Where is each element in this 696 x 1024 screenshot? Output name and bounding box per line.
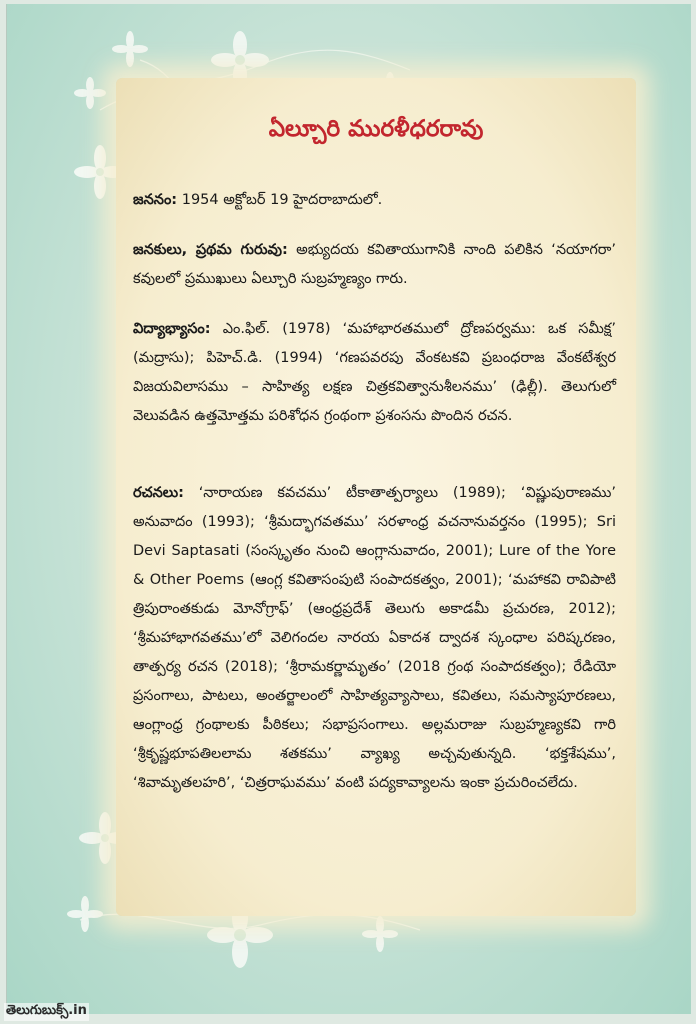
- works-text: ‘నారాయణ కవచము’ టీకాతాత్పర్యాలు (1989); ‘విష్ణుపురాణము’ అనువాదం (1993); ‘శ్రీమద్భాగవతము’ సరళాంధ్ర వచనానువర్తనం (1995); Sri Devi Saptasati (సంస్కృతం నుంచి ఆంగ్లానువాదం, 2001); Lure of the Yore & Other Poems (ఆంగ్ల కవితాసంపుటి సంపాదకత్వం, 2001); ‘మహాకవి రావిపాటి త్రిపురాంతకుడు మోనోగ్రాఫ్’ (ఆంధ్రప్రదేశ్ తెలుగు అకాడమీ ప్రచురణ, 2012); ‘శ్రీమహాభాగవతము’లో వెలిగందల నారయ ఏకాదశ ద్వాదశ స్కంధాల పరిష్కరణం, తాత్పర్య రచన (2018); ‘శ్రీరామకర్ణామృతం’ (2018 గ్రంథ సంపాదకత్వం); రేడియో ప్రసంగాలు, పాటలు, అంతర్జాలంలో సాహిత్యవ్యాసాలు, కవితలు, సమస్యాపూరణలు, ఆంగ్లాంధ్ర గ్రంథాలకు పీఠికలు; సభాప్రసంగాలు. అల్లమరాజు సుబ్రహ్మణ్యకవి గారి ‘శ్రీకృష్ణభూపతిలలామ శతకము’ వ్యాఖ్య అచ్చవుతున్నది. ‘భక్తశేషము’, ‘శివామృతలహరి’, ‘చిత్రరాఘవము’ వంటి పద్యకావ్యాలను ఇంకా ప్రచురించలేదు.: [133, 485, 616, 791]
- education-paragraph: [133, 315, 616, 431]
- education-label: విద్యాభ్యాసం:: [133, 321, 211, 337]
- parents-paragraph: [133, 236, 616, 294]
- birth-paragraph: [133, 186, 616, 215]
- parents-label: జనకులు, ప్రథమ గురువు:: [133, 242, 288, 258]
- education-text: ఎం.ఫిల్. (1978) ‘మహాభారతములో ద్రోణపర్వము: ఒక సమీక్ష’ (మద్రాసు); పిహెచ్.డి. (1994) ‘గణపవరపు వేంకటకవి ప్రబంధరాజ వేంకటేశ్వర విజయవిలాసము – సాహిత్య లక్షణ చిత్రకవిత్వానుశీలనము’ (ఢిల్లీ). తెలుగులో వెలువడిన ఉత్తమోత్తమ పరిశోధన గ్రంథంగా ప్రశంసను పొందిన రచన.: [133, 321, 616, 424]
- works-paragraph: [133, 479, 616, 798]
- author-name-title: ఏల్చూరి మురళీధరరావు: [268, 116, 484, 142]
- parents-text: అభ్యుదయ కవితాయుగానికి నాంది పలికిన ‘నయాగరా’ కవులలో ప్రముఖులు ఏల్చూరి సుబ్రహ్మణ్యం గారు.: [133, 242, 616, 287]
- site-watermark: తెలుగుబుక్స్.in: [4, 1003, 89, 1021]
- birth-label: జననం:: [133, 192, 178, 208]
- works-label: రచనలు:: [133, 485, 184, 501]
- birth-text: 1954 అక్టోబర్ 19 హైదరాబాదులో.: [177, 192, 383, 208]
